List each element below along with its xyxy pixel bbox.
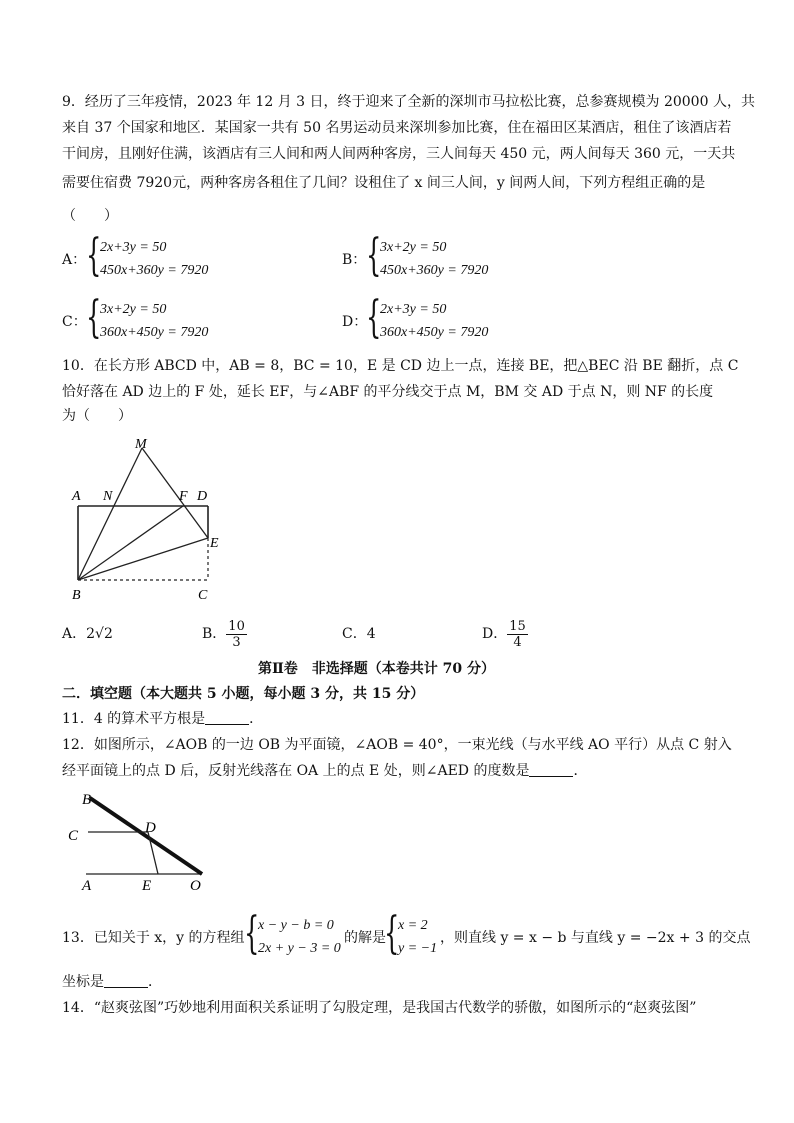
label-E: E: [210, 536, 219, 551]
brace-icon: {: [86, 292, 102, 343]
q10-option-b-den: 3: [232, 634, 241, 650]
q13-sys2-eq2: y = −1: [398, 941, 438, 956]
q10-option-b-num: 10: [228, 618, 245, 634]
q10-option-a-label: A．: [62, 626, 87, 642]
q10-option-d-label: D．: [482, 626, 508, 642]
q13-mid: 的解是: [344, 930, 386, 946]
q9-option-a-label: A：: [62, 252, 87, 268]
q11-answer-blank[interactable]: [205, 710, 249, 725]
q13-sys2-eq1: x = 2: [398, 918, 428, 933]
q10-option-a: [62, 624, 113, 644]
mirror-OB: [90, 798, 202, 874]
q10-option-d: [482, 616, 528, 652]
q9-line4: 需要住宿费 7920元，两种客房各租住了几间？设租住了 x 间三人间，y 间两人间，下列方程组正确的是: [62, 175, 706, 191]
q10-line1: 10．在长方形 ABCD 中，AB = 8，BC = 10，E 是 CD 边上一点，连接 BE，把△BEC 沿 BE 翻折，点 C: [62, 358, 739, 374]
q9-line1: 9．经历了三年疫情，2023 年 12 月 3 日，终于迎来了全新的深圳市马拉松比赛，总参赛规模为 20000 人，共: [62, 94, 755, 110]
q10-option-b: [202, 616, 247, 652]
brace-icon: {: [366, 292, 382, 343]
brace-icon: {: [86, 230, 102, 281]
q9-option-c-eq1: 3x+2y = 50: [100, 302, 167, 317]
q9-option-d-eq2: 360x+450y = 7920: [380, 325, 489, 340]
q9-option-d-eq1: 2x+3y = 50: [380, 302, 447, 317]
q9-option-c-eq2: 360x+450y = 7920: [100, 325, 209, 340]
ray-DE: [148, 832, 158, 874]
q10-line3: 为（ ）: [62, 408, 132, 424]
q13-sys1-eq2: 2x + y − 3 = 0: [258, 941, 341, 956]
label-M: M: [135, 437, 147, 452]
q12-line2: [62, 761, 587, 781]
q11-text: 11．4 的算术平方根是: [62, 711, 206, 727]
q10-option-c-label: C．: [342, 626, 367, 642]
q9-option-a-eq2: 450x+360y = 7920: [100, 263, 209, 278]
q13-end: ．: [148, 974, 162, 990]
q9-option-b-label: B：: [342, 252, 367, 268]
q12-answer-blank[interactable]: [529, 762, 573, 777]
q9-option-d-label: D：: [342, 314, 368, 330]
q9-line2: 来自 37 个国家和地区．某国家一共有 50 名男运动员来深圳参加比赛，住在福田区某酒店，租住了该酒店若: [62, 120, 732, 136]
q10-option-c: [342, 624, 376, 644]
q13-answer-blank[interactable]: [104, 973, 148, 988]
part-2-title: 二．填空题（本大题共 5 小题，每小题 3 分，共 15 分）: [62, 686, 425, 702]
q13-suffix: ，则直线 y = x − b 与直线 y = −2x + 3 的交点: [440, 930, 751, 946]
brace-icon: {: [244, 908, 260, 959]
brace-icon: {: [384, 908, 400, 959]
segment-BF: [78, 506, 183, 580]
label-E: E: [142, 878, 152, 894]
q9-option-c-label: C：: [62, 314, 87, 330]
q10-option-b-fraction: [226, 619, 247, 650]
q10-line2: 恰好落在 AD 边上的 F 处，延长 EF，与∠ABF 的平分线交于点 M，BM 交 AD 于点 N，则 NF 的长度: [62, 384, 714, 400]
q9-option-a-eq1: 2x+3y = 50: [100, 240, 167, 255]
label-C: C: [68, 828, 79, 844]
label-O: O: [190, 878, 201, 894]
label-A: A: [72, 489, 81, 504]
q9-option-b-eq1: 3x+2y = 50: [380, 240, 447, 255]
segment-BM: [78, 448, 142, 580]
label-B: B: [72, 588, 81, 603]
q9-line3: 干间房，且刚好住满，该酒店有三人间和两人间两种客房，三人间每天 450 元，两人间每天 360 元，一天共: [62, 146, 736, 162]
q11: [62, 709, 263, 729]
q10-option-c-value: 4: [366, 626, 376, 642]
q13-line2: [62, 972, 162, 992]
label-D: D: [197, 489, 208, 504]
q12-mirror-figure: [60, 786, 220, 896]
q13-sys1-eq1: x − y − b = 0: [258, 918, 334, 933]
segment-BE: [78, 538, 208, 580]
label-F: F: [179, 489, 188, 504]
q11-end: ．: [249, 711, 264, 727]
brace-icon: {: [366, 230, 382, 281]
q9-answer-paren: （ ）: [62, 208, 118, 224]
q10-option-d-fraction: [507, 619, 528, 650]
label-A: A: [82, 878, 92, 894]
q10-option-a-value: 2√2: [86, 626, 113, 642]
q13-line2-text: 坐标是: [62, 974, 104, 990]
q10-option-d-den: 4: [513, 634, 522, 650]
label-C: C: [198, 588, 208, 603]
q14-line1: 14．“赵爽弦图”巧妙地利用面积关系证明了勾股定理，是我国古代数学的骄傲，如图所示的“赵爽弦图”: [62, 1000, 697, 1016]
q10-rectangle-figure: [60, 434, 230, 609]
label-N: N: [103, 489, 113, 504]
q13-prefix: 13．已知关于 x，y 的方程组: [62, 930, 245, 946]
q12-line1: 12．如图所示，∠AOB 的一边 OB 为平面镜，∠AOB = 40°，一束光线（与水平线 AO 平行）从点 C 射入: [62, 737, 732, 753]
q12-end: ．: [573, 763, 588, 779]
q12-line2-text: 经平面镜上的点 D 后，反射光线落在 OA 上的点 E 处，则∠AED 的度数是: [62, 763, 530, 779]
label-B: B: [82, 792, 92, 808]
q10-option-d-num: 15: [509, 618, 526, 634]
q9-option-b-eq2: 450x+360y = 7920: [380, 263, 489, 278]
label-D: D: [145, 820, 156, 836]
section-2-title: 第Ⅱ卷 非选择题（本卷共计 70 分）: [258, 661, 496, 677]
q10-option-b-label: B．: [202, 626, 227, 642]
